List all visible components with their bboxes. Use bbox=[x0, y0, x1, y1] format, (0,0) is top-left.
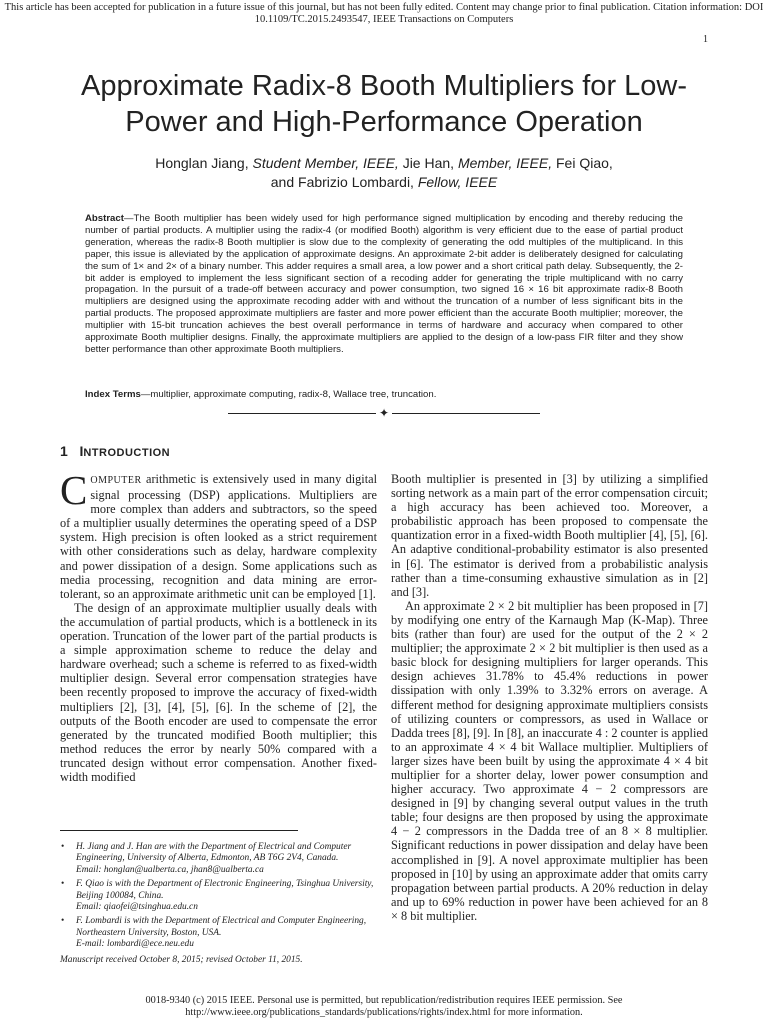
author-name: Jie Han, bbox=[402, 155, 455, 171]
bullet-icon: • bbox=[61, 842, 65, 852]
author-role: Member, IEEE, bbox=[457, 155, 553, 171]
page-number: 1 bbox=[703, 34, 708, 45]
footnote-item bbox=[60, 916, 377, 950]
copyright-line-2: http://www.ieee.org/publications_standards/publications/rights/index.html for more information. bbox=[185, 1007, 583, 1018]
footnote-email: Email: honglan@ualberta.ca, jhan8@ualberta.ca bbox=[76, 864, 264, 875]
section-title-initial: I bbox=[79, 443, 84, 459]
section-title-rest: NTRODUCTION bbox=[83, 447, 171, 459]
footnote-email: E-mail: lombardi@ece.neu.edu bbox=[76, 939, 194, 950]
index-terms-label: Index Terms bbox=[85, 389, 141, 400]
paragraph: Booth multiplier is presented in [3] by utilizing a simplified sorting network as a main part of the error compensation circuit; a high accuracy has been achieved too. Moreover, a probabilistic approach has been proposed to compensate the quantization error in a fixed-width Booth multiplier [4], [5], [6]. An adaptive conditional-probability estimator is also presented in [6]. The estimator is derived from a probabilistic analysis rather than a time-consuming exhaustive simulation as in [2] and [3]. bbox=[391, 472, 708, 599]
paragraph bbox=[60, 467, 377, 601]
copyright-line-1: 0018-9340 (c) 2015 IEEE. Personal use is permitted, but republication/redistribution requires IEEE permission. See bbox=[145, 995, 623, 1006]
index-terms bbox=[85, 389, 683, 400]
paper-title: Approximate Radix-8 Booth Multipliers for Low-Power and High-Performance Operation bbox=[80, 70, 688, 138]
author-list bbox=[60, 154, 708, 192]
bullet-icon: • bbox=[61, 879, 65, 890]
text-column-left bbox=[60, 467, 377, 784]
smallcaps-lead: OMPUTER bbox=[90, 475, 142, 486]
author-name: Honglan Jiang, bbox=[155, 155, 249, 171]
index-terms-text: —multiplier, approximate computing, radix-8, Wallace tree, truncation. bbox=[140, 389, 437, 400]
drop-cap: C bbox=[60, 467, 88, 513]
footnote-affiliation: H. Jiang and J. Han are with the Department of Electrical and Computer Engineering, University of Alberta, Edmonton, AB T6G 2V4, Canada. bbox=[76, 842, 352, 864]
footnote-item bbox=[60, 879, 377, 913]
paragraph: An approximate 2 × 2 bit multiplier has been proposed in [7] by modifying one entry of the Karnaugh Map (K-Map). Three bits (rather than four) are used for the output of the 2 × 2 multiplier; the approximate 2 × 2 bit multiplier is then used as a basic block for designing multipliers for larger operands. This design achieves 31.78% to 45.4% reductions in power dissipation with only 1.39% to 3.32% errors on average. A different method for designing approximate multipliers consists of utilizing counters or compressors, as used in Wallace or Dadda trees [8], [9]. In [8], an inaccurate 4 : 2 counter is applied to an approximate 4 × 4 bit Wallace multiplier. Multipliers of larger sizes have been built by using the approximate 4 × 4 bit multiplier for a shorter delay, lower power consumption and higher accuracy. Two approximate 4 − 2 compressors are designed in [9] by changing several output values in the truth table; four designs are then proposed by using the approximate 4 − 2 compressors in the Dadda tree of an 8 × 8 multiplier. Significant reductions in power dissipation and delay have been accomplished in [9]. A novel approximate multiplier has been proposed in [10] by using an approximate adder that omits carry propagation between partial products. A 20% reduction in delay and up to 69% reduction in power have been achieved for an 8 × 8 bit multiplier. bbox=[391, 598, 708, 923]
author-name: and Fabrizio Lombardi, bbox=[270, 174, 414, 190]
author-role: Fellow, IEEE bbox=[417, 174, 498, 190]
footnote-affiliation: F. Qiao is with the Department of Electronic Engineering, Tsinghua University, Beijing 100084, China. bbox=[76, 879, 374, 901]
abstract bbox=[85, 213, 683, 356]
copyright-notice bbox=[0, 995, 768, 1019]
paragraph-text: arithmetic is extensively used in many digital signal processing (DSP) applications. Multipliers are more complex than adders and subtractors, so the speed of a multiplier usually determines the operating speed of a DSP system. High precision is often looked as a strict requirement with other considerations such as delay, hardware complexity and power dissipation of a design. Some applications such as media processing, recognition and data mining are error-tolerant, so an approximate arithmetic unit can be employed [1]. bbox=[60, 472, 377, 601]
paragraph: The design of an approximate multiplier usually deals with the accumulation of partial products, which is a bottleneck in its operation. Truncation of the lower part of the partial products is a simple approximation scheme to reduce the delay and hardware overhead; such a scheme is referred to as fixed-width multiplier design. Several error compensation strategies have been recently proposed to improve the accuracy of fixed-width multipliers [2], [3], [4], [5], [6]. In the scheme of [2], the outputs of the Booth encoder are used to compensate the error generated by the truncated modified Booth multiplier; this method reduces the error by nearly 50% compared with a truncated design without error compensation. Another fixed-width modified bbox=[60, 600, 377, 784]
bullet-icon: • bbox=[61, 916, 65, 927]
footnotes bbox=[60, 842, 377, 966]
manuscript-dates: Manuscript received October 8, 2015; revised October 11, 2015. bbox=[60, 954, 303, 965]
author-role: Student Member, IEEE, bbox=[252, 155, 399, 171]
section-heading bbox=[60, 443, 170, 459]
footnote-item bbox=[60, 842, 377, 876]
notice-line-1: This article has been accepted for publication in a future issue of this journal, but has not been fully edited. Content may change prior to final publication. Citation information: DOI bbox=[4, 2, 764, 13]
footnote-email: Email: qiaofei@tsinghua.edu.cn bbox=[76, 902, 198, 913]
notice-line-2: 10.1109/TC.2015.2493547, IEEE Transactions on Computers bbox=[254, 14, 514, 25]
abstract-label: Abstract bbox=[85, 213, 124, 224]
author-name: Fei Qiao, bbox=[555, 155, 613, 171]
footnote-affiliation: F. Lombardi is with the Department of Electrical and Computer Engineering, Northeastern University, Boston, USA. bbox=[76, 916, 367, 938]
text-column-right bbox=[391, 472, 708, 923]
section-number: 1 bbox=[60, 443, 68, 459]
diamond-ornament-icon: ✦ bbox=[376, 406, 392, 420]
publication-notice bbox=[0, 2, 768, 26]
footnote-rule bbox=[60, 830, 298, 831]
abstract-text: —The Booth multiplier has been widely used for high performance signed multiplication by encoding and thereby reducing the number of partial products. A multiplier using the radix-4 (or modified Booth) algorithm is very efficient due to the ease of partial product generation, whereas the radix-8 Booth multiplier is slow due to the complexity of generating the odd multiples of the multiplicand. In this paper, this issue is alleviated by the application of approximate designs. An approximate 2-bit adder is deliberately designed for calculating the sum of 1× and 2× of a binary number. This adder requires a small area, a low power and a short critical path delay. Subsequently, the 2-bit adder is employed to implement the less significant section of a recoding adder for generating the triple multiplicand with no carry propagation. In the pursuit of a trade-off between accuracy and power consumption, two signed 16 × 16 bit approximate radix-8 Booth multipliers are designed using the approximate recoding adder with and without the truncation of a number of less significant bits in the partial products. The proposed approximate multipliers are faster and more power efficient than the accurate Booth multiplier; moreover, the multiplier with 15-bit truncation achieves the best overall performance in terms of hardware and accuracy when compared to other approximate Booth multiplier designs. Finally, the approximate multipliers are applied to the design of a low-pass FIR filter and they show better performance than other approximate Booth multipliers. bbox=[85, 213, 683, 355]
